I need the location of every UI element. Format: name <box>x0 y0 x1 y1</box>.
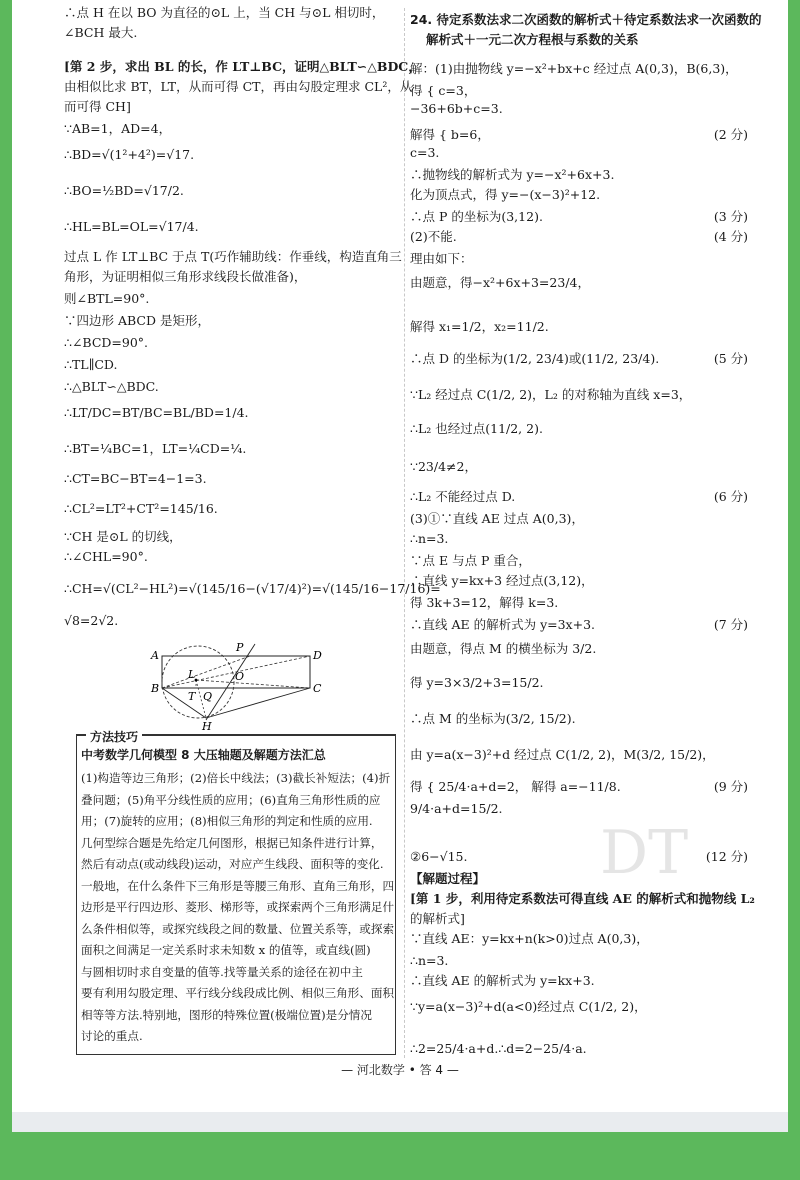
right-line: 解：(1)由抛物线 y=−x²+bx+c 经过点 A(0,3)，B(6,3)， <box>410 61 738 76</box>
fig-label-q: Q <box>203 690 213 703</box>
watermark: DT <box>600 818 689 888</box>
fig-label-h: H <box>202 720 212 732</box>
left-line: ∴CL²=LT²+CT²=145/16. <box>64 501 218 516</box>
left-line: ∴BD=√(1²+4²)=√17. <box>64 147 195 162</box>
right-line: 的解析式] <box>410 911 465 926</box>
left-line: ∴点 H 在以 BO 为直径的⊙L 上，当 CH 与⊙L 相切时， <box>64 5 385 20</box>
fig-label-o: O <box>235 670 245 683</box>
right-line: [第 1 步，利用待定系数法可得直线 AE 的解析式和抛物线 L₂ <box>410 891 755 906</box>
method-line: 一般地，在什么条件下三角形是等腰三角形、直角三角形，四 <box>81 878 395 893</box>
right-line: −36+6b+c=3. <box>410 101 503 116</box>
left-line: 过点 L 作 LT⊥BC 于点 T(巧作辅助线：作垂线，构造直角三 <box>64 249 402 264</box>
method-line: (1)构造等边三角形；(2)倍长中线法；(3)截长补短法；(4)折 <box>81 771 391 785</box>
right-line: ∵点 E 与点 P 重合， <box>410 553 531 568</box>
method-line: 叠问题；(5)角平分线性质的应用；(6)直角三角形性质的应 <box>81 792 381 807</box>
right-line: c=3. <box>410 145 440 160</box>
right-line: 解得 x₁=1/2，x₂=11/2. <box>410 319 549 334</box>
method-line: 几何型综合题是先给定几何图形，根据已知条件进行计算， <box>81 835 383 850</box>
right-line: ∴点 M 的坐标为(3/2, 15/2). <box>410 711 576 726</box>
method-line: 么条件相似等，或探究线段之间的数量、位置关系等，或探索 <box>81 921 395 936</box>
right-line: ∵23/4≠2， <box>410 459 477 474</box>
right-line: ∴直线 AE 的解析式为 y=kx+3. <box>410 973 595 988</box>
q24-title-line1: 24. 待定系数法求二次函数的解析式＋待定系数法求一次函数的 <box>410 12 762 27</box>
column-divider <box>404 8 405 1058</box>
left-line: ∵CH 是⊙L 的切线， <box>64 529 182 544</box>
score-mark: (5 分) <box>713 351 748 366</box>
left-line: ∵AB=1，AD=4， <box>64 121 172 136</box>
right-line: ∵y=a(x−3)²+d(a<0)经过点 C(1/2, 2)， <box>410 999 647 1014</box>
right-line: ∴抛物线的解析式为 y=−x²+6x+3. <box>410 167 615 182</box>
left-line: ∴CT=BC−BT=4−1=3. <box>64 471 207 486</box>
right-line: 得 { c=3， <box>410 83 477 98</box>
fig-label-t: T <box>188 690 196 703</box>
left-line: 角形，为证明相似三角形求线段长做准备)， <box>64 269 307 284</box>
right-line: ∴2=25/4·a+d.∴d=2−25/4·a. <box>410 1041 587 1056</box>
left-line: ∴TL∥CD. <box>64 357 118 372</box>
right-line: ∴点 P 的坐标为(3,12). <box>410 209 543 224</box>
left-line: ∴∠BCD=90°. <box>64 335 149 350</box>
right-line: ②6−√15. <box>410 849 468 864</box>
right-line: 9/4·a+d=15/2. <box>410 801 503 816</box>
fig-label-d: D <box>313 649 322 662</box>
right-line: ∵L₂ 经过点 C(1/2, 2)，L₂ 的对称轴为直线 x=3， <box>410 387 692 402</box>
left-line: √8=2√2. <box>64 613 119 628</box>
left-line: 而可得 CH] <box>64 99 131 114</box>
method-line: 边形是平行四边形、菱形、梯形等，或探索两个三角形满足什 <box>81 900 395 914</box>
right-line: ∴L₂ 不能经过点 D. <box>410 489 516 504</box>
score-mark: (9 分) <box>713 779 748 794</box>
fig-label-c: C <box>313 682 322 695</box>
right-line: ∴直线 y=kx+3 经过点(3,12)， <box>410 573 594 588</box>
score-mark: (3 分) <box>713 209 748 224</box>
score-mark: (7 分) <box>713 617 748 632</box>
q24-title-line2: 解析式＋一元二次方程根与系数的关系 <box>426 32 639 47</box>
page-footer: — 河北数学 • 答 4 — <box>341 1063 459 1077</box>
left-line: ∵四边形 ABCD 是矩形， <box>64 313 210 328</box>
right-line: ∴L₂ 也经过点(11/2, 2). <box>410 421 543 436</box>
left-line: ∴LT/DC=BT/BC=BL/BD=1/4. <box>64 405 249 420</box>
left-line: [第 2 步，求出 BL 的长，作 LT⊥BC，证明△BLT∽△BDC， <box>64 59 421 74</box>
bottom-band <box>12 1112 788 1132</box>
right-line: ∴n=3. <box>410 531 449 546</box>
fig-label-a: A <box>151 649 159 662</box>
left-line: ∴BO=½BD=√17/2. <box>64 183 184 198</box>
right-line: ∴点 D 的坐标为(1/2, 23/4)或(11/2, 23/4). <box>410 351 660 366</box>
left-line: ∴HL=BL=OL=√17/4. <box>64 219 199 234</box>
right-line: 得 3k+3=12，解得 k=3. <box>410 595 559 610</box>
left-line: ∴△BLT∽△BDC. <box>64 379 159 394</box>
method-line: 面积之间满足一定关系时求未知数 x 的值等，或直线(圆) <box>81 943 371 957</box>
score-mark: (4 分) <box>713 229 748 244</box>
right-line: 【解题过程】 <box>410 871 486 886</box>
method-line: 与圆相切时求自变量的值等.找等量关系的途径在初中主 <box>81 964 363 979</box>
right-line: 由 y=a(x−3)²+d 经过点 C(1/2, 2)，M(3/2, 15/2)， <box>410 747 715 762</box>
right-line: 解得 { b=6， <box>410 127 490 142</box>
method-line: 用；(7)旋转的应用；(8)相似三角形的判定和性质的应用. <box>81 814 373 828</box>
method-line: 讨论的重点. <box>81 1029 143 1043</box>
right-line: (3)①∵直线 AE 过点 A(0,3)， <box>410 511 584 526</box>
left-line: ∴BT=¼BC=1，LT=¼CD=¼. <box>64 441 247 456</box>
left-line: 由相似比求 BT，LT，从而可得 CT，再由勾股定理求 CL²，从 <box>64 79 413 94</box>
right-line: 理由如下： <box>410 251 473 266</box>
left-line: ∴∠CHL=90°. <box>64 549 148 564</box>
fig-label-p: P <box>236 641 244 654</box>
right-line: 化为顶点式，得 y=−(x−3)²+12. <box>410 187 601 202</box>
right-line: (2)不能. <box>410 229 457 244</box>
method-line: 相等等方法.特别地，图形的特殊位置(极端位置)是分情况 <box>81 1007 372 1022</box>
right-line: ∵直线 AE：y=kx+n(k>0)过点 A(0,3)， <box>410 931 649 946</box>
score-mark: (6 分) <box>713 489 748 504</box>
geometry-figure <box>150 640 330 732</box>
fig-label-b: B <box>151 682 160 695</box>
score-mark: (2 分) <box>713 127 748 142</box>
fig-label-l: L <box>188 668 196 681</box>
left-line: ∴CH=√(CL²−HL²)=√(145/16−(√17/4)²)=√(145/16−17/16)= <box>64 581 441 596</box>
right-line: 得 y=3×3/2+3=15/2. <box>410 675 544 690</box>
right-line: 由题意，得−x²+6x+3=23/4， <box>410 275 590 290</box>
right-line: 由题意，得点 M 的横坐标为 3/2. <box>410 641 597 656</box>
method-tab: 方法技巧 <box>86 728 142 745</box>
method-title: 中考数学几何模型 8 大压轴题及解题方法汇总 <box>81 748 326 762</box>
left-line: ∠BCH 最大. <box>64 25 138 40</box>
right-line: 得 { 25/4·a+d=2， 解得 a=−11/8. <box>410 779 621 794</box>
score-mark: (12 分) <box>705 849 748 864</box>
method-line: 要有利用勾股定理、平行线分线段成比例、相似三角形、面积 <box>81 986 395 1000</box>
method-line: 然后有动点(或动线段)运动，对应产生线段、面积等的变化. <box>81 857 384 871</box>
right-line: ∴直线 AE 的解析式为 y=3x+3. <box>410 617 596 632</box>
left-line: 则∠BTL=90°. <box>64 291 150 306</box>
right-line: ∴n=3. <box>410 953 449 968</box>
